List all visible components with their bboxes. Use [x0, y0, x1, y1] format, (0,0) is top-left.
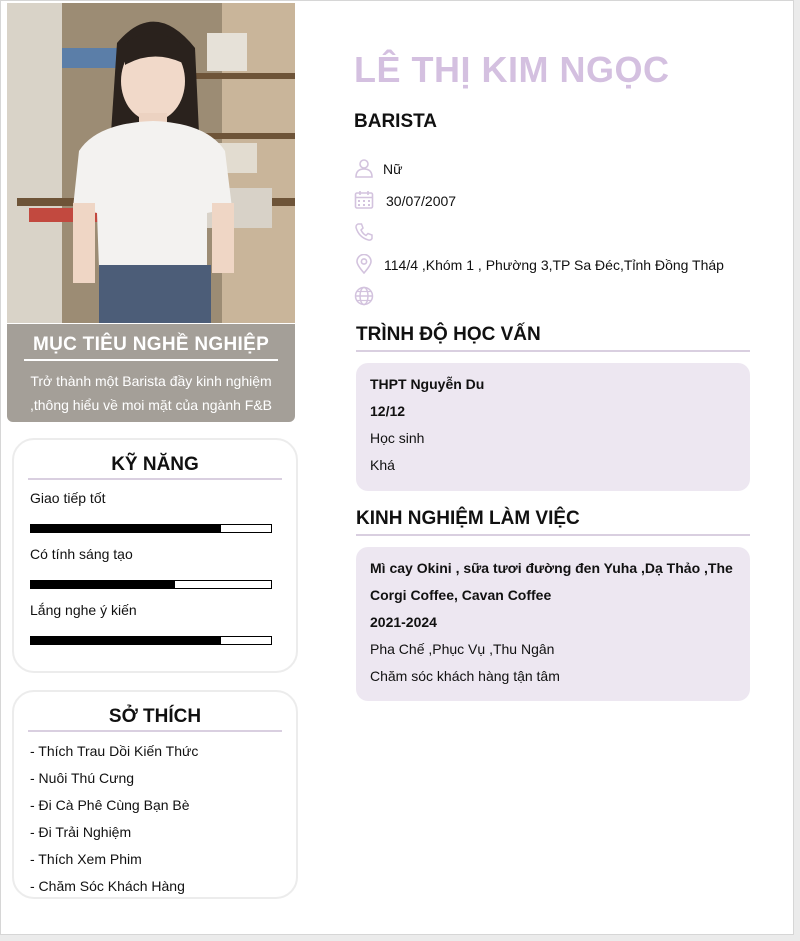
job-title: BARISTA — [354, 111, 438, 132]
career-goal-text — [7, 369, 295, 417]
hobby-item: - Thích Trau Dồi Kiến Thức — [30, 743, 199, 759]
skill-bar — [30, 524, 272, 533]
full-name: LÊ THỊ KIM NGỌC — [354, 49, 670, 90]
experience-period: 2021-2024 — [370, 614, 437, 630]
hobby-item: - Thích Xem Phim — [30, 851, 142, 867]
hobbies-title: SỞ THÍCH — [28, 706, 282, 732]
career-goal-text-line1: Trở thành một Barista đầy kinh nghiệm — [30, 373, 272, 389]
hobby-item: - Đi Cà Phê Cùng Bạn Bè — [30, 797, 190, 813]
skills-card — [12, 438, 298, 673]
profile-photo-art — [7, 3, 295, 323]
skill-item — [30, 602, 296, 645]
skill-bar-fill — [31, 581, 175, 588]
address-value: 114/4 ,Khóm 1 , Phường 3,TP Sa Đéc,Tỉnh Đồng Tháp — [384, 257, 724, 273]
education-rank: Khá — [370, 457, 395, 473]
education-school: THPT Nguyễn Du — [370, 376, 485, 392]
skill-bar — [30, 636, 272, 645]
education-box — [356, 363, 750, 491]
user-icon — [354, 158, 374, 178]
skill-item — [30, 490, 296, 533]
skill-bar-fill — [31, 637, 221, 644]
hobbies-list — [14, 738, 296, 900]
skill-item — [30, 546, 296, 589]
education-title: TRÌNH ĐỘ HỌC VẤN — [356, 324, 750, 352]
career-goal-text-line2: ,thông hiểu về moi mặt của ngành F&B — [29, 397, 273, 413]
birthday-value: 30/07/2007 — [386, 193, 457, 209]
career-goal-panel — [7, 324, 295, 422]
experience-description: Chăm sóc khách hàng tận tâm — [370, 668, 560, 684]
career-goal-title: MỤC TIÊU NGHỀ NGHIỆP — [24, 334, 278, 361]
phone-icon — [354, 222, 374, 242]
skill-name: Giao tiếp tốt — [30, 490, 106, 506]
experience-box — [356, 547, 750, 701]
experience-company-line1: Mì cay Okini , sữa tươi đường đen Yuha ,Dạ Thảo ,The — [370, 560, 733, 576]
profile-photo — [7, 3, 295, 323]
skill-name: Lắng nghe ý kiến — [30, 602, 137, 618]
hobby-item: - Nuôi Thú Cưng — [30, 770, 135, 786]
globe-icon — [354, 286, 374, 306]
hobby-item: - Đi Trải Nghiệm — [30, 824, 132, 840]
experience-position: Pha Chế ,Phục Vụ ,Thu Ngân — [370, 641, 555, 657]
gender-value: Nữ — [383, 161, 403, 177]
calendar-icon — [354, 190, 374, 210]
experience-title: KINH NGHIỆM LÀM VIỆC — [356, 508, 750, 536]
skill-bar — [30, 580, 272, 589]
hobbies-card — [12, 690, 298, 899]
skill-bar-fill — [31, 525, 221, 532]
hobby-item: - Chăm Sóc Khách Hàng — [30, 878, 185, 894]
education-status: Học sinh — [370, 430, 425, 446]
skills-title: KỸ NĂNG — [28, 454, 282, 480]
education-grade: 12/12 — [370, 403, 406, 419]
experience-company-line2: Corgi Coffee, Cavan Coffee — [370, 587, 552, 603]
skill-name: Có tính sáng tạo — [30, 546, 133, 562]
location-icon — [354, 254, 374, 274]
